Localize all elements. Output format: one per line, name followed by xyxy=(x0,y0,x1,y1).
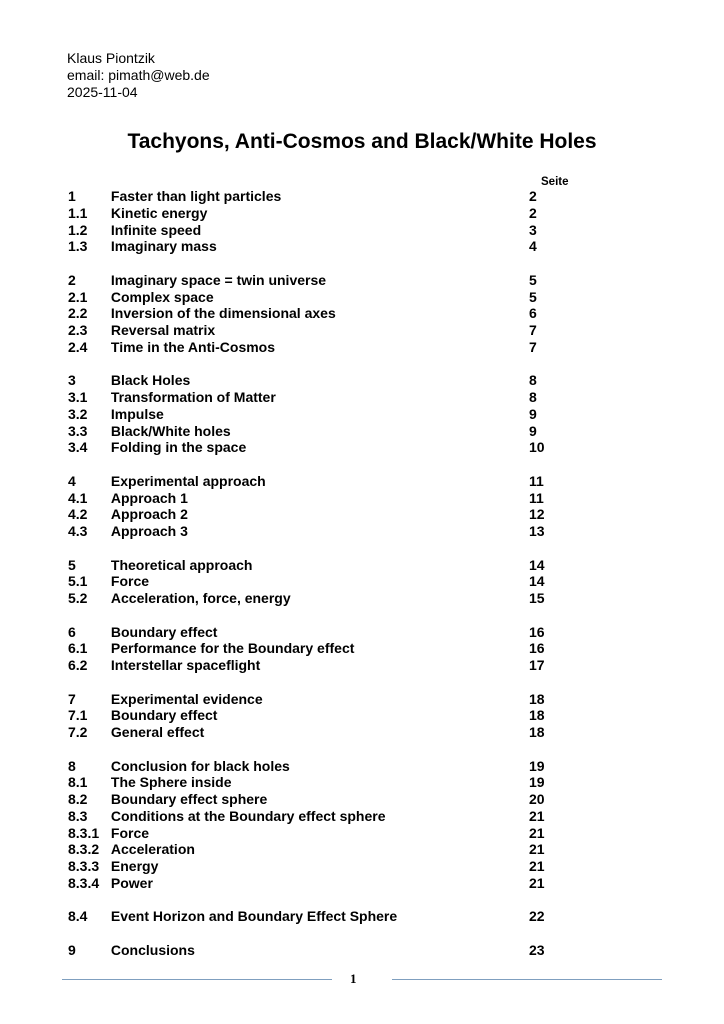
toc-entry xyxy=(68,808,568,825)
toc-entry-number: 5 xyxy=(68,556,76,573)
page-number: 1 xyxy=(350,971,357,986)
toc-entry-number: 2.2 xyxy=(68,305,88,322)
toc-entry-page: 16 xyxy=(529,640,545,657)
toc-entry-title: Approach 3 xyxy=(110,523,188,539)
toc-entry xyxy=(68,322,568,339)
toc-entry xyxy=(68,774,568,791)
toc-entry-number: 9 xyxy=(68,941,76,958)
toc-entry-title: Interstellar spaceflight xyxy=(110,657,261,673)
toc-entry-number: 7 xyxy=(68,690,76,707)
toc-entry-number: 4.1 xyxy=(68,489,88,506)
toc-entry-number: 3 xyxy=(68,372,76,389)
toc-entry xyxy=(68,238,568,255)
toc-entry xyxy=(68,490,568,507)
toc-spacer xyxy=(68,607,568,624)
toc-entry-number: 8.3.1 xyxy=(68,824,100,841)
toc-entry-page: 8 xyxy=(529,372,537,389)
toc-entry-page: 14 xyxy=(529,556,545,573)
toc-entry-page: 18 xyxy=(529,690,545,707)
toc-entry-number: 1 xyxy=(68,188,76,204)
toc-entry-page: 20 xyxy=(529,791,545,807)
toc-entry-page: 21 xyxy=(529,858,545,874)
toc-entry-page: 22 xyxy=(529,908,545,925)
toc-entry-title: Force xyxy=(110,824,150,841)
toc-entry-page: 10 xyxy=(529,439,545,456)
toc-entry-number: 4.3 xyxy=(68,523,88,539)
toc-spacer xyxy=(68,540,568,557)
toc-entry-number: 4.2 xyxy=(68,506,88,523)
toc-entry-number: 8.3 xyxy=(68,807,88,824)
toc-entry-title: Impulse xyxy=(110,405,164,422)
toc-entry-number: 7.2 xyxy=(68,724,88,740)
author-block xyxy=(67,50,210,101)
toc-entry-number: 2 xyxy=(68,271,76,288)
toc-entry-number: 3.1 xyxy=(68,389,88,405)
toc-entry xyxy=(68,557,568,574)
toc-entry-page: 2 xyxy=(529,204,537,221)
toc-entry-title: Black/White holes xyxy=(110,422,231,439)
toc-entry-number: 8.4 xyxy=(68,908,88,925)
toc-entry-page: 3 xyxy=(529,221,537,238)
footer-rule-right xyxy=(392,979,662,980)
toc-spacer xyxy=(68,255,568,272)
toc-entry-page: 12 xyxy=(529,506,545,523)
toc-entry-number: 6 xyxy=(68,623,76,640)
table-of-contents xyxy=(68,188,568,959)
toc-entry xyxy=(68,339,568,356)
toc-entry-page: 7 xyxy=(529,338,537,355)
toc-entry-page: 6 xyxy=(529,305,537,322)
toc-entry-title: Folding in the space xyxy=(110,439,247,456)
toc-entry xyxy=(68,305,568,322)
toc-entry-title: Conclusions xyxy=(110,941,195,958)
toc-entry-number: 5.1 xyxy=(68,573,88,590)
toc-entry xyxy=(68,573,568,590)
footer-rule-left xyxy=(62,979,332,980)
toc-entry-title: Acceleration xyxy=(110,841,195,858)
toc-entry-title: Imaginary space = twin universe xyxy=(110,271,327,288)
toc-entry-title: Inversion of the dimensional axes xyxy=(110,305,336,322)
toc-entry xyxy=(68,875,568,892)
toc-entry-page: 5 xyxy=(529,288,537,305)
toc-entry-number: 1.3 xyxy=(68,238,88,255)
toc-entry xyxy=(68,758,568,775)
toc-entry xyxy=(68,423,568,440)
toc-entry-title: Boundary effect xyxy=(110,623,218,640)
toc-entry-number: 6.1 xyxy=(68,640,88,657)
toc-entry xyxy=(68,858,568,875)
toc-entry-number: 8.2 xyxy=(68,791,88,807)
toc-spacer xyxy=(68,925,568,942)
page-footer xyxy=(0,971,724,999)
toc-entry-page: 9 xyxy=(529,422,537,439)
toc-entry-page: 8 xyxy=(529,389,537,405)
toc-entry-page: 21 xyxy=(529,807,545,824)
toc-spacer xyxy=(68,741,568,758)
toc-entry xyxy=(68,372,568,389)
toc-entry-title: Experimental approach xyxy=(110,472,266,489)
toc-entry xyxy=(68,624,568,641)
toc-entry-title: Acceleration, force, energy xyxy=(110,590,291,606)
toc-entry xyxy=(68,188,568,205)
toc-entry xyxy=(68,825,568,842)
author-name: Klaus Piontzik xyxy=(67,50,155,66)
toc-spacer xyxy=(68,456,568,473)
toc-entry xyxy=(68,523,568,540)
toc-entry-title: Transformation of Matter xyxy=(110,389,276,405)
toc-entry xyxy=(68,691,568,708)
toc-entry-page: 17 xyxy=(529,657,545,673)
toc-entry-page: 4 xyxy=(529,238,537,255)
toc-entry xyxy=(68,707,568,724)
toc-entry-title: Complex space xyxy=(110,288,214,305)
toc-entry xyxy=(68,590,568,607)
document-title: Tachyons, Anti-Cosmos and Black/White Holes xyxy=(127,130,597,153)
toc-entry-title: Experimental evidence xyxy=(110,690,263,707)
toc-entry-page: 2 xyxy=(529,188,537,204)
toc-entry xyxy=(68,222,568,239)
toc-entry-page: 15 xyxy=(529,590,545,606)
toc-entry-page: 11 xyxy=(529,472,544,489)
toc-entry-number: 6.2 xyxy=(68,657,88,673)
toc-entry-title: Black Holes xyxy=(110,372,191,389)
toc-entry-title: Infinite speed xyxy=(110,221,202,238)
toc-entry-number: 1.2 xyxy=(68,221,88,238)
toc-spacer xyxy=(68,356,568,373)
toc-entry-number: 5.2 xyxy=(68,590,88,606)
toc-entry xyxy=(68,506,568,523)
toc-entry-title: Performance for the Boundary effect xyxy=(110,640,355,657)
toc-entry-number: 3.4 xyxy=(68,439,88,456)
author-email: email: pimath@web.de xyxy=(67,67,210,83)
toc-entry xyxy=(68,640,568,657)
toc-entry-number: 8.1 xyxy=(68,774,88,791)
toc-entry-page: 18 xyxy=(529,707,545,724)
toc-entry-title: Boundary effect xyxy=(110,707,218,724)
toc-entry xyxy=(68,389,568,406)
toc-entry-title: Conclusion for black holes xyxy=(110,757,290,774)
toc-entry-title: The Sphere inside xyxy=(110,774,232,791)
toc-entry-title: Conditions at the Boundary effect sphere xyxy=(110,807,386,824)
toc-entry xyxy=(68,439,568,456)
toc-spacer xyxy=(68,892,568,909)
toc-entry-title: Approach 2 xyxy=(110,506,188,523)
toc-entry-number: 3.3 xyxy=(68,422,88,439)
toc-entry-page: 16 xyxy=(529,623,545,640)
toc-entry-number: 4 xyxy=(68,472,76,489)
toc-entry xyxy=(68,205,568,222)
toc-entry-title: General effect xyxy=(110,724,205,740)
toc-entry-number: 8.3.3 xyxy=(68,858,100,874)
toc-entry-page: 11 xyxy=(529,489,544,506)
toc-entry-title: Faster than light particles xyxy=(110,188,282,204)
toc-entry-page: 21 xyxy=(529,841,545,858)
document-date: 2025-11-04 xyxy=(67,84,138,100)
toc-entry-title: Energy xyxy=(110,858,159,874)
toc-entry-page: 19 xyxy=(529,774,545,791)
toc-entry-page: 5 xyxy=(529,271,537,288)
toc-entry-number: 2.4 xyxy=(68,338,88,355)
toc-entry-page: 7 xyxy=(529,322,537,338)
toc-entry xyxy=(68,841,568,858)
toc-entry-number: 8 xyxy=(68,757,76,774)
toc-entry-number: 2.3 xyxy=(68,322,88,338)
toc-entry-page: 13 xyxy=(529,523,545,539)
toc-entry-title: Kinetic energy xyxy=(110,204,208,221)
toc-entry-page: 18 xyxy=(529,724,545,740)
toc-entry-title: Force xyxy=(110,573,150,590)
toc-entry-number: 8.3.4 xyxy=(68,874,100,891)
toc-entry xyxy=(68,908,568,925)
toc-entry-title: Approach 1 xyxy=(110,489,188,506)
toc-entry xyxy=(68,406,568,423)
toc-entry xyxy=(68,724,568,741)
toc-entry-page: 9 xyxy=(529,405,537,422)
toc-entry-page: 21 xyxy=(529,824,545,841)
toc-entry-page: 19 xyxy=(529,757,545,774)
toc-entry xyxy=(68,942,568,959)
toc-entry xyxy=(68,289,568,306)
toc-entry xyxy=(68,473,568,490)
toc-entry-number: 3.2 xyxy=(68,405,88,422)
toc-entry-number: 2.1 xyxy=(68,288,88,305)
toc-entry-title: Boundary effect sphere xyxy=(110,791,268,807)
toc-entry xyxy=(68,657,568,674)
toc-entry-number: 1.1 xyxy=(68,204,88,221)
toc-entry-page: 21 xyxy=(529,874,545,891)
toc-entry-title: Reversal matrix xyxy=(110,322,216,338)
toc-page-column-header: Seite xyxy=(541,176,569,188)
toc-entry-number: 8.3.2 xyxy=(68,841,100,858)
toc-entry-title: Event Horizon and Boundary Effect Sphere xyxy=(110,908,398,925)
toc-entry-title: Power xyxy=(110,874,153,891)
toc-entry-title: Imaginary mass xyxy=(110,238,217,255)
toc-entry-title: Time in the Anti-Cosmos xyxy=(110,338,276,355)
toc-entry-page: 14 xyxy=(529,573,545,590)
toc-entry-title: Theoretical approach xyxy=(110,556,253,573)
toc-entry-page: 23 xyxy=(529,941,545,958)
toc-entry xyxy=(68,272,568,289)
toc-entry-number: 7.1 xyxy=(68,707,88,724)
toc-spacer xyxy=(68,674,568,691)
toc-entry xyxy=(68,791,568,808)
